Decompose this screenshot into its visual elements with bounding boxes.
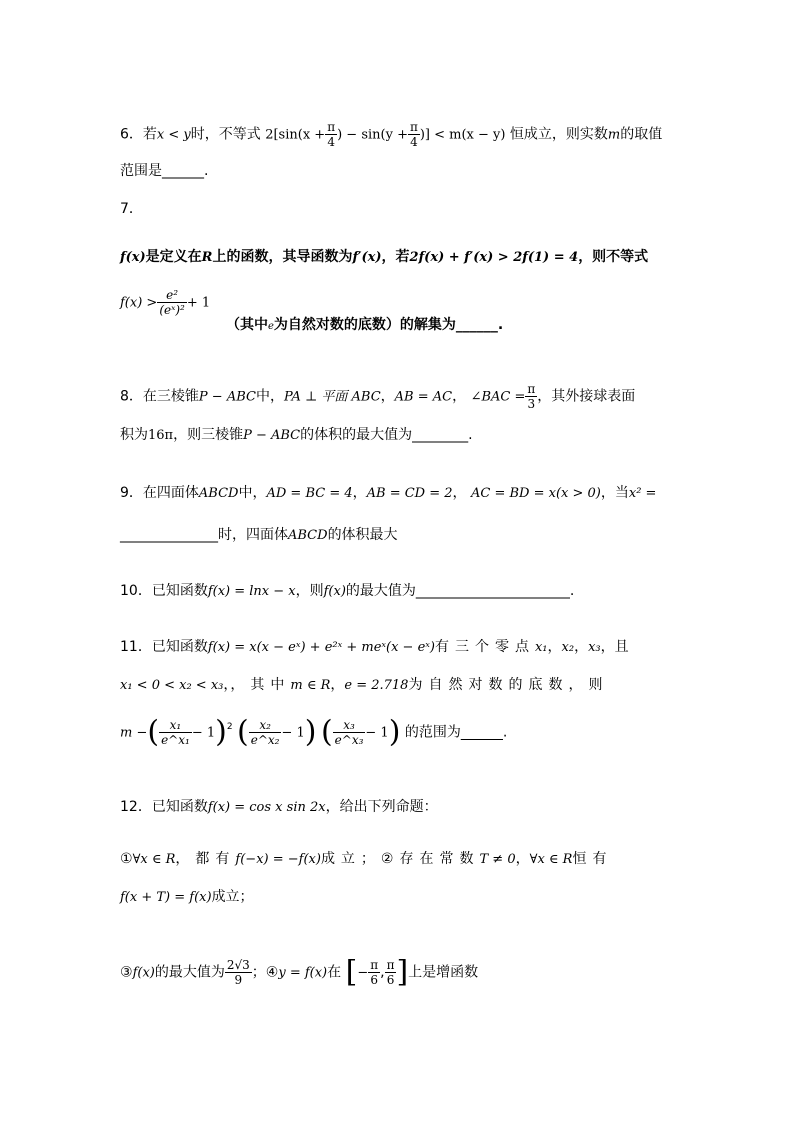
math: f(x) = lnx − x	[207, 584, 296, 599]
denominator: 6	[370, 973, 378, 987]
math: f(x) = cos x sin 2x	[207, 800, 326, 815]
problem-10	[120, 582, 574, 601]
math: x² =	[628, 486, 657, 501]
text: ③	[120, 964, 133, 981]
problem-11-line-1: 11．已知函数f(x) = x(x − eˣ) + e²ˣ + meˣ(x − eˣ)有三个零点x₁，x₂，x₃，且	[120, 639, 629, 655]
problem-7-line-1	[120, 248, 648, 267]
math: AB = AC	[394, 389, 453, 405]
text: 成立；②存在常数	[320, 851, 480, 867]
math: − 1	[191, 725, 216, 741]
text: 8．在三棱锥	[120, 388, 199, 405]
fraction	[525, 382, 537, 411]
problem-11-line-3	[120, 714, 508, 750]
text: 上的函数，其导函数为	[212, 249, 353, 265]
denominator: e^x₃	[334, 733, 364, 747]
numerator: 2√3	[226, 958, 250, 972]
math: − 1	[281, 725, 305, 741]
text: ，	[380, 388, 395, 405]
math: x₁	[534, 640, 548, 655]
fraction	[157, 288, 187, 317]
math: ) − sin(y +	[337, 127, 408, 143]
exponent: 2	[226, 722, 233, 732]
denominator: 9	[234, 973, 243, 987]
text: ，则	[295, 583, 324, 599]
fraction	[225, 958, 252, 987]
text: ，都有	[175, 851, 236, 867]
math: R	[201, 250, 213, 265]
problem-8-line-2	[120, 426, 473, 445]
text: ；④	[251, 964, 279, 981]
text: ，当	[600, 485, 629, 501]
fraction	[385, 958, 397, 987]
text: 11．已知函数	[120, 639, 208, 655]
fraction	[333, 718, 366, 747]
text: 上是增函数	[408, 964, 479, 981]
math: + 1	[186, 295, 211, 311]
math: P − ABC	[198, 389, 256, 405]
math: AB = CD = 2	[366, 486, 453, 501]
text: （其中	[226, 317, 268, 333]
text: 成立；	[211, 889, 254, 905]
math: PA ⊥ 平面 ABC	[283, 389, 381, 405]
math: e = 2.718	[344, 678, 409, 693]
text: 时，不等式	[190, 126, 261, 143]
math: T ≠ 0	[479, 852, 516, 867]
numerator: π	[409, 120, 418, 134]
text: 的体积的最大值为________.	[300, 427, 473, 443]
text: 为自然对数的底数，则	[408, 677, 609, 693]
text: 恒成立，则实数	[509, 126, 608, 143]
math: − 1	[365, 725, 389, 741]
problem-12-line-2	[120, 850, 612, 869]
text: 积为	[120, 427, 148, 443]
text: 的体积最大	[327, 527, 398, 543]
text: ，且	[600, 639, 629, 655]
math: f(−x) = −f(x)	[235, 852, 321, 867]
math: e	[268, 321, 274, 332]
text: ，若	[381, 249, 410, 265]
text: 中，	[255, 388, 284, 405]
text: ，给出下列命题：	[325, 799, 438, 815]
text: 范围是______.	[120, 163, 209, 179]
text: 12．已知函数	[120, 799, 208, 815]
problem-6-line-1	[120, 120, 662, 149]
denominator: 3	[527, 397, 536, 411]
problem-9-line-1	[120, 484, 656, 503]
denominator: (eˣ)²	[159, 303, 185, 317]
paren: )	[388, 714, 401, 750]
paren: )	[215, 714, 227, 750]
text: 为自然对数的底数）的解集为______.	[273, 317, 504, 333]
math: f(x)	[323, 584, 346, 599]
text: ，	[515, 851, 530, 867]
math: m ∈ R	[290, 678, 331, 693]
text: ，	[452, 388, 467, 405]
math: AD = BC = 4	[266, 486, 353, 501]
math: ∠BAC =	[470, 389, 526, 405]
numerator: x₁	[159, 718, 192, 733]
denominator: 4	[327, 135, 335, 149]
text: 10．已知函数	[120, 583, 208, 599]
math: AC = BD = x(x > 0)	[470, 486, 601, 501]
math: m	[607, 127, 621, 143]
fraction	[325, 120, 337, 149]
text: 的最大值为	[154, 964, 225, 981]
math: f(x) = x(x − eˣ) + e²ˣ + meˣ(x − eˣ)	[207, 640, 435, 655]
text: 6．若	[120, 126, 157, 143]
paren: (	[320, 714, 333, 750]
text: 恒有	[572, 851, 613, 867]
numerator: π	[527, 382, 536, 396]
problem-12-line-1	[120, 798, 438, 817]
numerator: π	[327, 120, 336, 134]
math: x₂	[561, 640, 575, 655]
text: 中，	[238, 485, 267, 501]
math: x₁ < 0 < x₂ < x₃	[120, 678, 224, 693]
numerator: e²	[157, 288, 187, 303]
math: 2[sin(x +	[265, 127, 326, 143]
text: 有三个零点	[434, 639, 535, 655]
math: ∀x ∈ R	[132, 852, 176, 867]
math: 2f(x) + f′(x) > 2f(1) = 4	[409, 250, 579, 265]
math: 16π	[148, 428, 174, 443]
bracket: ]	[396, 954, 409, 990]
problem-7-line-2	[120, 288, 210, 317]
text: 是定义在	[145, 249, 202, 265]
problem-12-line-3	[120, 888, 254, 907]
text: 的范围为______.	[404, 724, 508, 741]
math: m −	[120, 725, 148, 741]
denominator: e^x₂	[250, 733, 280, 747]
bracket: [	[345, 954, 358, 990]
text: ，则不等式	[578, 249, 649, 265]
text: ，其外接球表面	[537, 388, 636, 405]
math: f(x + T) = f(x)	[120, 890, 212, 905]
denominator: e^x₁	[161, 733, 190, 747]
fraction	[408, 120, 420, 149]
problem-9-line-2	[120, 526, 398, 545]
math: f(x)	[120, 250, 146, 265]
text: 的取值	[620, 126, 663, 143]
text: 的最大值为______________________.	[345, 583, 575, 599]
text: 7．	[120, 201, 143, 217]
math: f(x) >	[120, 295, 158, 311]
math: f(x)	[132, 965, 155, 981]
math: ABCD	[288, 528, 328, 543]
text: ①	[120, 851, 133, 867]
fraction	[368, 958, 380, 987]
math: f′(x)	[352, 250, 382, 265]
problem-11-line-2: x₁ < 0 < x₂ < x₃，，其中m ∈ R，e = 2.718为自然对数的底数，则	[120, 677, 609, 693]
problem-7-line-3	[226, 316, 503, 336]
problem-8-line-1	[120, 382, 635, 411]
problem-7-number	[120, 200, 143, 218]
text: ，	[352, 485, 367, 501]
text: ______________时，四面体	[120, 527, 288, 543]
paren: (	[147, 714, 160, 750]
math: −	[357, 965, 369, 981]
denominator: 6	[386, 973, 395, 987]
numerator: π	[386, 958, 395, 972]
problem-6-line-2	[120, 162, 208, 180]
text: 在	[327, 964, 342, 981]
math: ∀x ∈ R	[529, 852, 573, 867]
text: ，其中	[230, 677, 291, 693]
math: )] < m(x − y)	[419, 127, 506, 143]
text: 9．在四面体	[120, 485, 199, 501]
numerator: x₃	[333, 718, 366, 733]
math: x < y	[156, 127, 191, 143]
math: ABCD	[198, 486, 239, 501]
fraction	[249, 718, 282, 747]
math: x₃	[588, 640, 601, 655]
math: y = f(x)	[278, 965, 328, 981]
numerator: x₂	[249, 718, 282, 733]
text: ，则三棱锥	[173, 427, 244, 443]
text: ，	[452, 485, 467, 501]
math: P − ABC	[243, 428, 301, 443]
numerator: π	[370, 958, 379, 972]
paren: )	[304, 714, 317, 750]
fraction	[159, 718, 192, 747]
paren: (	[237, 714, 249, 750]
denominator: 4	[410, 135, 418, 149]
problem-12-line-4: ③f(x)的最大值为 $\frac{2√3}{9}$ ；④y = f(x)在 [− $\frac{\pi}{6}$ , $\frac{\pi}{6}$ ]上是增函数	[120, 954, 479, 990]
